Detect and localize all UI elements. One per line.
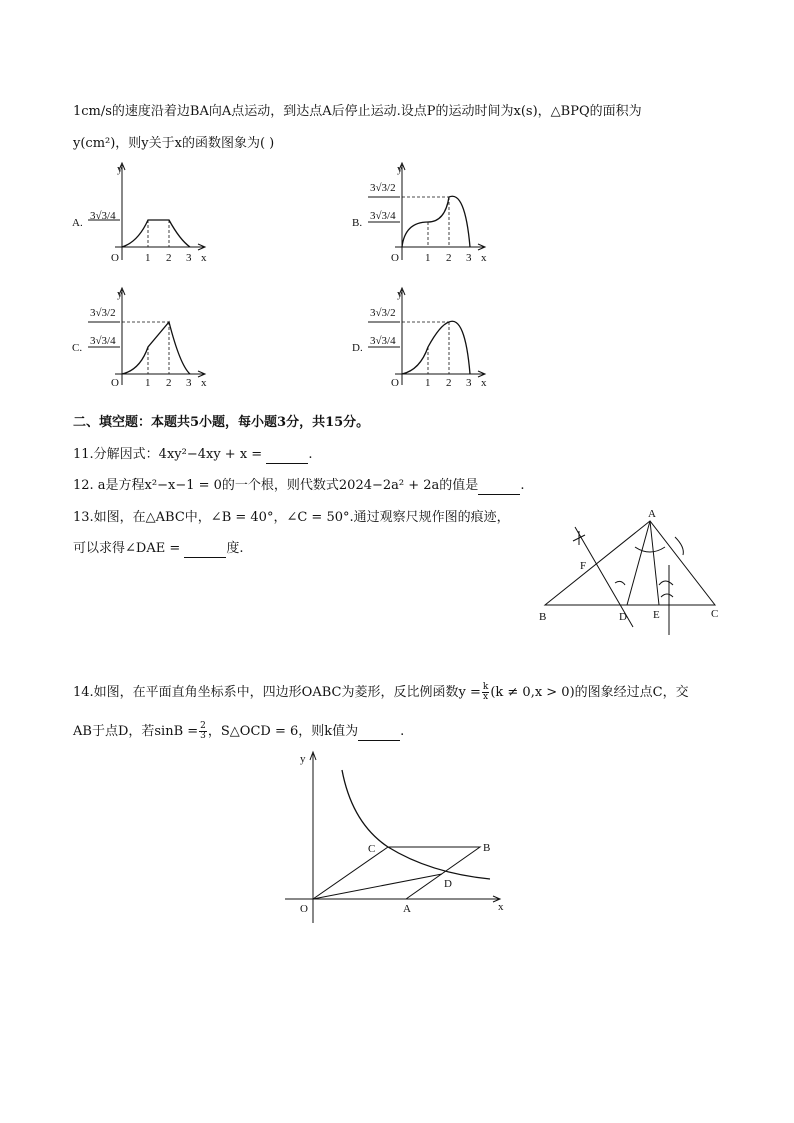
q14-line2: [73, 722, 404, 741]
q14-frac-den: x: [483, 692, 489, 702]
q14-sin-num: 2: [200, 721, 206, 731]
q14-point-o: O: [300, 903, 308, 915]
q14-end: .: [400, 724, 405, 739]
graph-a-label: 3√3/4: [90, 210, 116, 222]
q13-point-b: B: [539, 611, 547, 623]
q12-answer-blank[interactable]: [478, 480, 520, 495]
graph-b-tick1: 1: [425, 252, 431, 264]
graph-option-c: [70, 285, 220, 395]
graph-d-tick1: 1: [425, 377, 431, 389]
graph-a-tick1: 1: [145, 252, 151, 264]
q10-line2: y(cm²)，则y关于x的函数图象为( ): [73, 136, 275, 151]
graph-c-tick1: 1: [145, 377, 151, 389]
q12-text: 12. a是方程x²−x−1 = 0的一个根，则代数式2024−2a² + 2a的值是: [73, 478, 479, 493]
graph-d-origin: O: [391, 377, 399, 389]
graph-d-tick3: 3: [466, 377, 472, 389]
q10-line1: 1cm/s的速度沿着边BA向A点运动，到达点A后停止运动.设点P的运动时间为x(s)，△BPQ的面积为: [73, 104, 642, 119]
q14-point-c: C: [368, 843, 376, 855]
q14-axis-x: x: [498, 901, 504, 913]
graph-c-tick3: 3: [186, 377, 192, 389]
q13-point-d: D: [619, 611, 627, 623]
graph-d-label-top: 3√3/2: [370, 307, 396, 319]
graph-d-tick2: 2: [446, 377, 452, 389]
q14-text-d: ，S△OCD = 6，则k值为: [207, 724, 359, 739]
graph-c-origin: O: [111, 377, 119, 389]
graph-a-x: x: [201, 252, 207, 264]
graph-b-tick3: 3: [466, 252, 472, 264]
option-d-label: D.: [352, 342, 363, 354]
q14-figure: [280, 748, 510, 928]
q13-text: 可以求得∠DAE =: [73, 541, 185, 556]
q11-end: .: [308, 447, 313, 462]
graph-a-tick2: 2: [166, 252, 172, 264]
q14-fraction: [482, 683, 489, 702]
graph-option-d: [350, 285, 500, 395]
q13-point-e: E: [653, 609, 660, 621]
option-c-label: C.: [72, 342, 83, 354]
q14-sin-fraction: [199, 722, 207, 741]
option-b-label: B.: [352, 217, 363, 229]
q14-point-a: A: [403, 903, 411, 915]
q14-answer-blank[interactable]: [358, 726, 400, 741]
q13-point-f: F: [580, 560, 587, 572]
q11: [73, 446, 312, 464]
q13-answer-blank[interactable]: [184, 543, 226, 558]
q14-text-a: 14.如图，在平面直角坐标系中，四边形OABC为菱形，反比例函数y =: [73, 685, 481, 700]
graph-b-tick2: 2: [446, 252, 452, 264]
q14-text-b: (k ≠ 0,x > 0)的图象经过点C，交: [490, 685, 689, 700]
graph-c-tick2: 2: [166, 377, 172, 389]
graph-b-label-top: 3√3/2: [370, 182, 396, 194]
graph-a-tick3: 3: [186, 252, 192, 264]
graph-b-y: y: [397, 163, 403, 175]
q14-frac-num: k: [482, 682, 489, 692]
q13-end: 度.: [226, 541, 244, 556]
q11-text: 11.分解因式：4xy²−4xy + x =: [73, 447, 267, 462]
q14-text-c: AB于点D，若sinB =: [73, 724, 199, 739]
graph-option-a: [70, 160, 220, 270]
graph-d-x: x: [481, 377, 487, 389]
q11-answer-blank[interactable]: [266, 449, 308, 464]
q14-axis-y: y: [300, 753, 306, 765]
q13-figure: [535, 505, 735, 635]
q14-sin-den: 3: [200, 731, 206, 741]
q14-line1: [73, 683, 689, 702]
graph-b-origin: O: [391, 252, 399, 264]
q12-end: .: [520, 478, 525, 493]
graph-option-b: [350, 160, 500, 270]
graph-b-x: x: [481, 252, 487, 264]
q14-point-b: B: [483, 842, 491, 854]
q12: [73, 477, 524, 495]
graph-c-label-mid: 3√3/4: [90, 335, 116, 347]
graph-a-origin: O: [111, 252, 119, 264]
graph-b-label-mid: 3√3/4: [370, 210, 396, 222]
q14-point-d: D: [444, 878, 452, 890]
section2-heading: 二、填空题：本题共5小题，每小题3分，共15分。: [73, 415, 370, 430]
q13-point-a: A: [648, 508, 656, 520]
graph-c-label-top: 3√3/2: [90, 307, 116, 319]
q13-point-c: C: [711, 608, 719, 620]
graph-c-x: x: [201, 377, 207, 389]
q13-line1: 13.如图，在△ABC中，∠B = 40°，∠C = 50°.通过观察尺规作图的痕迹，: [73, 510, 510, 525]
graph-d-y: y: [397, 288, 403, 300]
graph-d-label-mid: 3√3/4: [370, 335, 396, 347]
graph-c-y: y: [117, 288, 123, 300]
q13-line2: [73, 540, 244, 558]
graph-a-y: y: [117, 163, 123, 175]
option-a-label: A.: [72, 217, 83, 229]
